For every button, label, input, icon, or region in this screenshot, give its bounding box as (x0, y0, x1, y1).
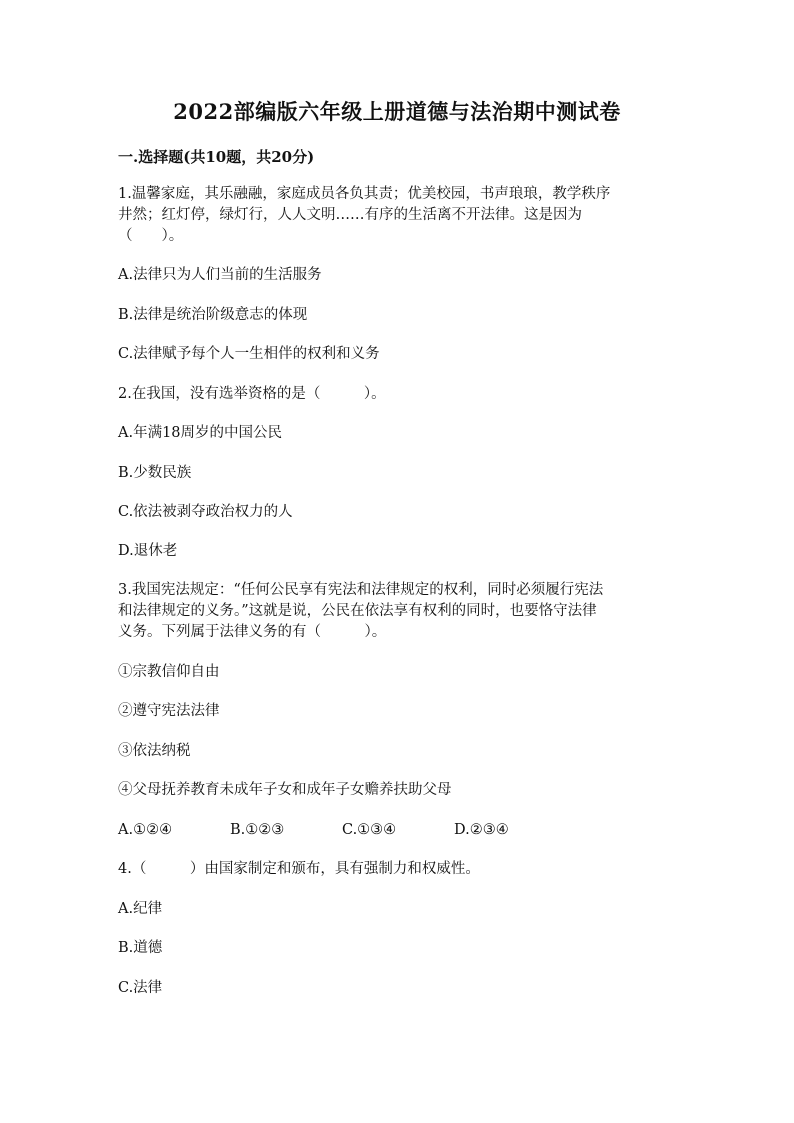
question-3-line-2: 和法律规定的义务。”这就是说，公民在依法享有权利的同时，也要恪守法律 (118, 603, 597, 619)
question-3-answer-b: B.①②③ (230, 822, 285, 838)
question-3-item-2: ②遵守宪法法律 (118, 703, 220, 719)
question-3-item-3: ③依法纳税 (118, 743, 191, 759)
question-3-answer-c: C.①③④ (342, 822, 397, 838)
question-2-option-d: D.退休老 (118, 543, 178, 559)
question-1-option-a: A.法律只为人们当前的生活服务 (118, 267, 322, 283)
question-3-item-4: ④父母抚养教育未成年子女和成年子女赡养扶助父母 (118, 782, 452, 798)
question-1-line-2: 井然；红灯停，绿灯行，人人文明……有序的生活离不开法律。这是因为 (118, 207, 582, 223)
question-3-line-1: 3.我国宪法规定：“任何公民享有宪法和法律规定的权利，同时必须履行宪法 (118, 582, 604, 598)
question-3-answer-a: A.①②④ (118, 822, 173, 838)
question-2-option-b: B.少数民族 (118, 465, 192, 481)
page-title: 2022部编版六年级上册道德与法治期中测试卷 (173, 99, 621, 124)
question-3-answer-options (118, 820, 566, 841)
question-4-stem: 4.（ ）由国家制定和颁布，具有强制力和权威性。 (118, 861, 480, 877)
question-3-item-1: ①宗教信仰自由 (118, 664, 220, 680)
section-header: 一.选择题(共10题，共20分) (118, 148, 315, 166)
question-4-option-a: A.纪律 (118, 901, 163, 917)
question-3-line-3: 义务。下列属于法律义务的有（ ）。 (118, 624, 387, 640)
question-1-option-c: C.法律赋予每个人一生相伴的权利和义务 (118, 346, 380, 362)
question-3-answer-d: D.②③④ (454, 822, 509, 838)
question-2-option-c: C.依法被剥夺政治权力的人 (118, 504, 293, 520)
question-1-line-1: 1.温馨家庭，其乐融融，家庭成员各负其责；优美校园，书声琅琅，教学秩序 (118, 186, 611, 202)
question-2-stem: 2.在我国，没有选举资格的是（ ）。 (118, 386, 386, 402)
question-2-option-a: A.年满18周岁的中国公民 (118, 425, 283, 441)
question-1-option-b: B.法律是统治阶级意志的体现 (118, 307, 308, 323)
question-1-line-3: （ ）。 (118, 228, 184, 244)
question-4-option-c: C.法律 (118, 980, 163, 996)
question-4-option-b: B.道德 (118, 940, 163, 956)
